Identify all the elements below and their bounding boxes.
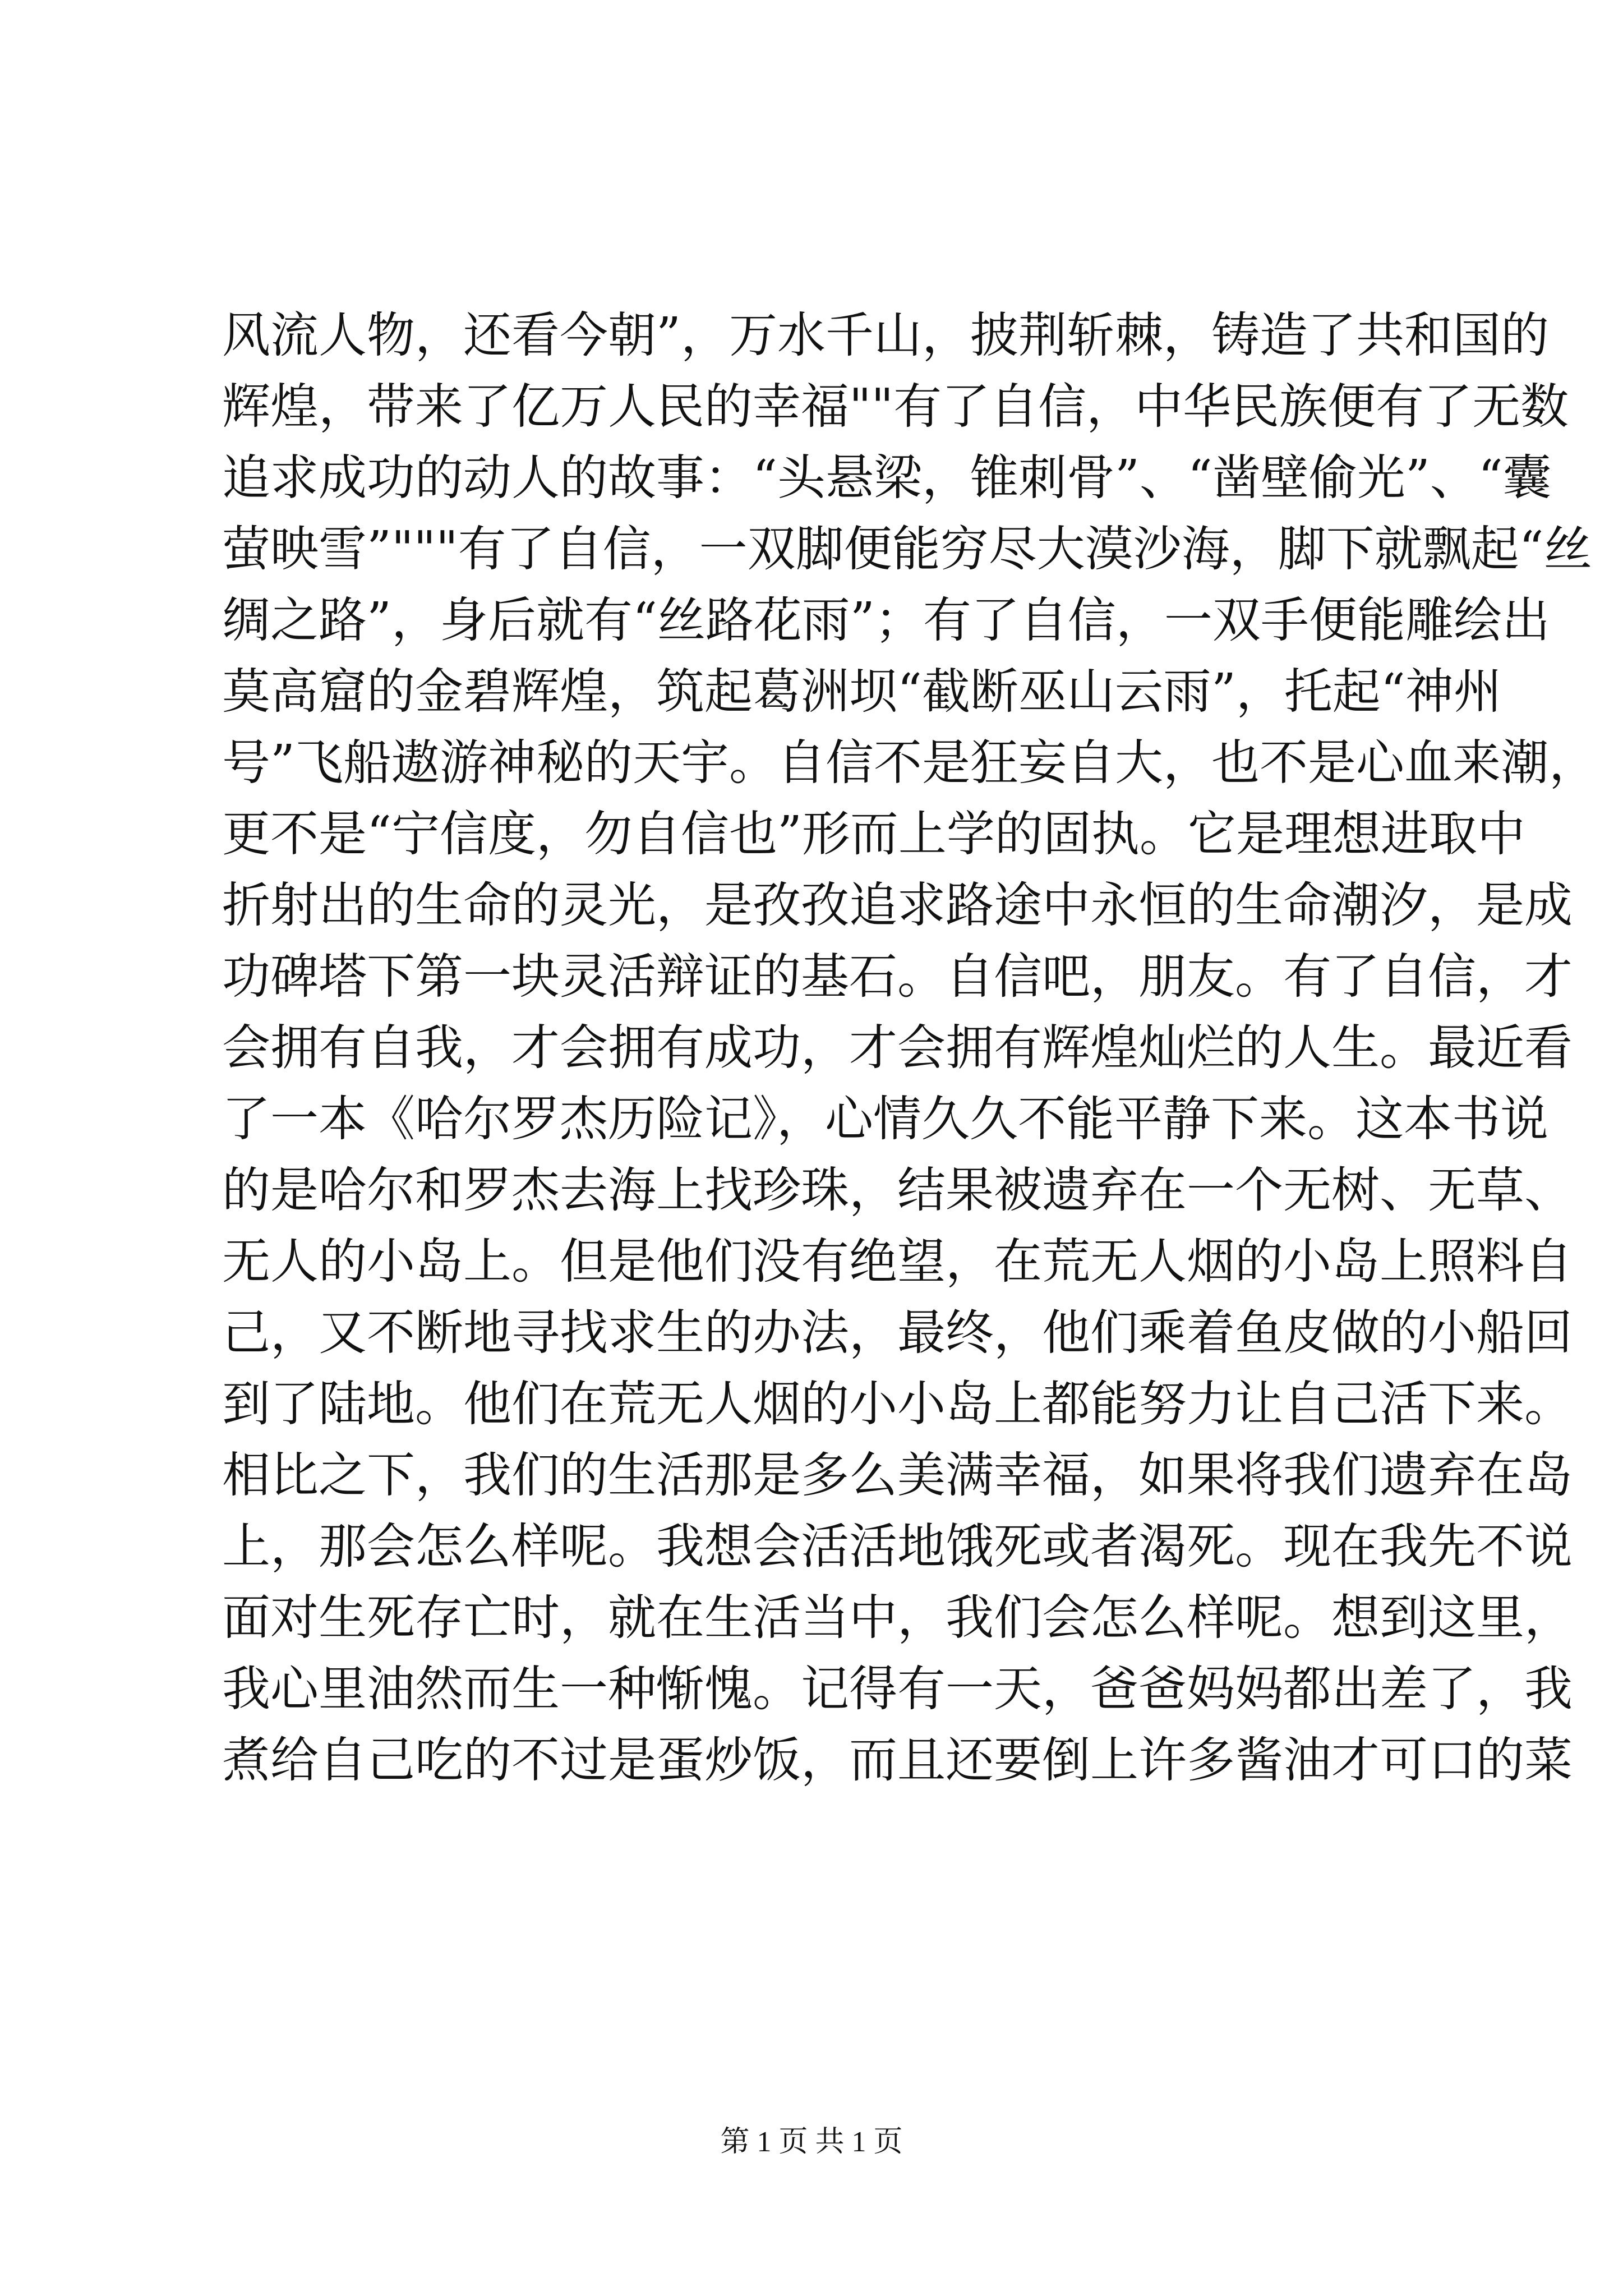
text-line: 我心里油然而生一种惭愧。记得有一天，爸爸妈妈都出差了，我 [222, 1661, 1573, 1717]
page-footer: 第 1 页 共 1 页 [720, 2126, 903, 2158]
text-line: 辉煌，带来了亿万人民的幸福""有了自信，中华民族便有了无数 [222, 379, 1569, 435]
text-line: 号”飞船遨游神秘的天宇。自信不是狂妄自大，也不是心血来潮， [222, 735, 1597, 791]
text-line: 莫高窟的金碧辉煌，筑起葛洲坝“截断巫山云雨”，托起“神州 [222, 664, 1502, 720]
text-line: 无人的小岛上。但是他们没有绝望，在荒无人烟的小岛上照料自 [222, 1234, 1573, 1290]
text-line: 萤映雪”"""有了自信，一双脚便能穷尽大漠沙海，脚下就飘起“丝 [222, 521, 1592, 577]
body-text [222, 300, 1597, 1796]
text-line: 风流人物，还看今朝”，万水千山，披荆斩棘，铸造了共和国的 [222, 307, 1549, 364]
text-line: 更不是“宁信度，勿自信也”形而上学的固执。它是理想进取中 [222, 806, 1525, 862]
text-line: 面对生死存亡时，就在生活当中，我们会怎么样呢。想到这里， [222, 1590, 1573, 1646]
text-line: 功碑塔下第一块灵活辩证的基石。自信吧，朋友。有了自信，才 [222, 949, 1573, 1005]
text-line: 的是哈尔和罗杰去海上找珍珠，结果被遗弃在一个无树、无草、 [222, 1162, 1573, 1218]
text-line: 折射出的生命的灵光，是孜孜追求路途中永恒的生命潮汐，是成 [222, 877, 1573, 933]
text-line: 上，那会怎么样呢。我想会活活地饿死或者渴死。现在我先不说 [222, 1519, 1573, 1575]
text-line: 追求成功的动人的故事：“头悬梁，锥刺骨”、“凿壁偷光”、“囊 [222, 450, 1551, 506]
text-line: 了一本《哈尔罗杰历险记》，心情久久不能平静下来。这本书说 [222, 1091, 1548, 1147]
text-line: 会拥有自我，才会拥有成功，才会拥有辉煌灿烂的人生。最近看 [222, 1020, 1573, 1076]
text-line: 相比之下，我们的生活那是多么美满幸福，如果将我们遗弃在岛 [222, 1447, 1573, 1503]
text-line: 己，又不断地寻找求生的办法，最终，他们乘着鱼皮做的小船回 [222, 1305, 1573, 1361]
text-line: 到了陆地。他们在荒无人烟的小小岛上都能努力让自己活下来。 [222, 1376, 1573, 1432]
text-line: 绸之路”，身后就有“丝路花雨”；有了自信，一双手便能雕绘出 [222, 592, 1550, 648]
text-line: 煮给自己吃的不过是蛋炒饭，而且还要倒上许多酱油才可口的菜 [222, 1732, 1573, 1788]
